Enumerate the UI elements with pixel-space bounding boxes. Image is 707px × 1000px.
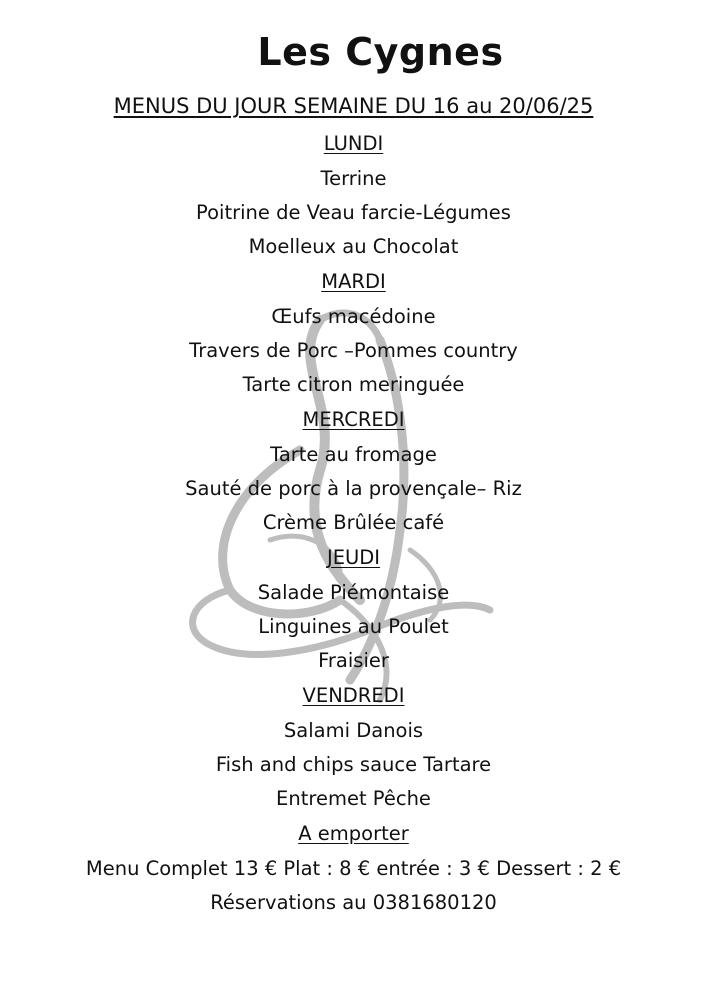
menu-week-heading: MENUS DU JOUR SEMAINE DU 16 au 20/06/25 xyxy=(113,94,594,118)
dish-item: Salami Danois xyxy=(283,719,424,742)
dish-item: Sauté de porc à la provençale– Riz xyxy=(185,477,522,500)
dish-item: Salade Piémontaise xyxy=(257,581,450,604)
restaurant-title: Les Cygnes xyxy=(257,30,504,74)
day-heading-lundi: LUNDI xyxy=(323,132,384,155)
dish-item: Crème Brûlée café xyxy=(262,511,445,534)
dish-item: Moelleux au Chocolat xyxy=(248,235,459,258)
day-heading-vendredi: VENDREDI xyxy=(302,684,405,707)
dish-item: Œufs macédoine xyxy=(271,305,436,328)
dish-item: Tarte au fromage xyxy=(270,443,437,466)
day-heading-mercredi: MERCREDI xyxy=(302,408,405,431)
dish-item: Travers de Porc –Pommes country xyxy=(189,339,518,362)
day-heading-jeudi: JEUDI xyxy=(326,546,381,569)
takeaway-heading: A emporter xyxy=(298,822,409,845)
dish-item: Fraisier xyxy=(318,649,389,672)
takeaway-prices: Menu Complet 13 € Plat : 8 € entrée : 3 € Dessert : 2 € xyxy=(85,857,622,880)
dish-item: Tarte citron meringuée xyxy=(242,373,465,396)
reservation-phone: Réservations au 0381680120 xyxy=(210,891,497,914)
day-heading-mardi: MARDI xyxy=(321,270,386,293)
dish-item: Fish and chips sauce Tartare xyxy=(215,753,492,776)
dish-item: Poitrine de Veau farcie-Légumes xyxy=(196,201,511,224)
dish-item: Entremet Pêche xyxy=(276,787,431,810)
dish-item: Terrine xyxy=(320,167,387,190)
dish-item: Linguines au Poulet xyxy=(258,615,449,638)
